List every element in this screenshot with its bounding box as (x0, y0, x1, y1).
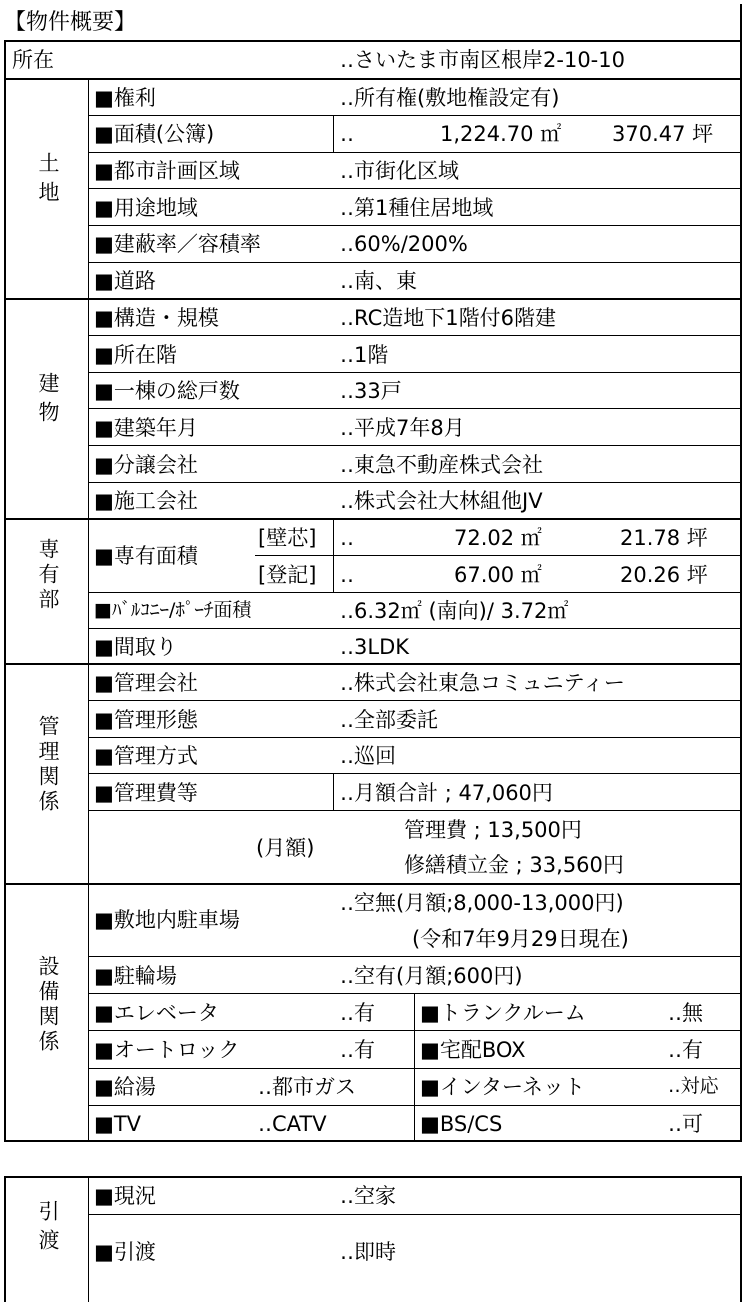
exclusive-wall-m2: 72.02 ㎡ (454, 526, 542, 550)
section-facilities-text: 設備関係 (36, 955, 60, 1055)
land-value-city-plan: ‥市街化区域 (340, 159, 460, 183)
building-label-units: ■一棟の総戸数 (94, 379, 240, 403)
exclusive-wall-prefix: ‥ (340, 526, 355, 550)
section-management-text: 管理関係 (36, 715, 60, 815)
land-value-rights: ‥所有権(敷地権設定有) (340, 86, 560, 110)
section-land (4, 152, 92, 221)
exclusive-registry-prefix: ‥ (340, 563, 355, 587)
land-label-road: ■道路 (94, 269, 156, 293)
fac-internet-value: ‥対応 (668, 1075, 719, 1097)
building-value-units: ‥33戸 (340, 379, 402, 403)
land-value-zoning: ‥第1種住居地域 (340, 196, 494, 220)
exclusive-registry-tsubo: 20.26 坪 (620, 563, 708, 587)
location-value: ‥さいたま市南区根岸2-10-10 (340, 48, 625, 72)
mgmt-label-form: ■管理形態 (94, 708, 198, 732)
section-handover-text: 引渡 (36, 1200, 60, 1258)
fac-bicycle-label: ■駐輪場 (94, 964, 177, 988)
land-area-prefix: ‥ (340, 122, 355, 146)
mgmt-fee: 管理費 ; 13,500円 (404, 818, 582, 842)
location-label: 所在 (12, 48, 54, 72)
mgmt-value-method: ‥巡回 (340, 744, 397, 768)
fac-autolock-value: ‥有 (340, 1038, 376, 1062)
fac-delivery-value: ‥有 (668, 1038, 704, 1062)
building-label-floor: ■所在階 (94, 343, 177, 367)
fac-parking-value1: ‥空無(月額;8,000-13,000円) (340, 891, 624, 915)
mgmt-label-company: ■管理会社 (94, 671, 198, 695)
section-management (4, 715, 92, 826)
land-value-ratio: ‥60%/200% (340, 232, 468, 256)
building-value-built: ‥平成7年8月 (340, 416, 465, 440)
fac-delivery-label: ■宅配BOX (420, 1038, 526, 1062)
page-title: 【物件概要】 (4, 10, 137, 35)
fac-elevator-label: ■エレベータ (94, 1001, 219, 1025)
building-label-structure: ■構造・規模 (94, 306, 219, 330)
mgmt-value-fees: ‥月額合計 ; 47,060円 (340, 781, 553, 805)
fac-autolock-label: ■オートロック (94, 1038, 240, 1062)
section-building (4, 372, 92, 441)
exclusive-balcony-label: ■ﾊﾞﾙｺﾆｰ/ﾎﾟｰﾁ面積 (94, 599, 252, 621)
fac-bscs-label: ■BS/CS (420, 1112, 503, 1136)
fac-hotwater-value: ‥都市ガス (258, 1075, 357, 1099)
section-exclusive (4, 538, 92, 624)
exclusive-layout-value: ‥3LDK (340, 635, 410, 659)
land-label-rights: ■権利 (94, 86, 156, 110)
land-area-tsubo: 370.47 坪 (612, 122, 714, 146)
building-value-floor: ‥1階 (340, 343, 389, 367)
fac-hotwater-label: ■給湯 (94, 1075, 156, 1099)
mgmt-monthly-label: (月額) (256, 836, 315, 860)
exclusive-layout-label: ■間取り (94, 635, 177, 659)
mgmt-value-company: ‥株式会社東急コミュニティー (340, 671, 625, 695)
building-value-structure: ‥RC造地下1階付6階建 (340, 306, 556, 330)
building-value-constructor: ‥株式会社大林組他JV (340, 489, 543, 513)
fac-trunk-value: ‥無 (668, 1001, 704, 1025)
fac-bscs-value: ‥可 (668, 1112, 704, 1136)
handover-label-status: ■現況 (94, 1184, 156, 1208)
exclusive-registry-label: [登記] (258, 563, 317, 587)
fac-tv-value: ‥CATV (258, 1112, 327, 1136)
land-label-city-plan: ■都市計画区域 (94, 159, 240, 183)
exclusive-wall-tsubo: 21.78 坪 (620, 526, 708, 550)
section-facilities (4, 955, 92, 1066)
exclusive-balcony-value: ‥6.32㎡ (南向)/ 3.72㎡ (340, 599, 569, 623)
handover-label-timing: ■引渡 (94, 1240, 156, 1264)
section-handover (4, 1200, 92, 1269)
section-building-text: 建物 (36, 372, 60, 430)
building-label-built: ■建築年月 (94, 416, 198, 440)
mgmt-label-method: ■管理方式 (94, 744, 198, 768)
land-label-zoning: ■用途地域 (94, 196, 198, 220)
building-label-seller: ■分譲会社 (94, 453, 198, 477)
handover-value-timing: ‥即時 (340, 1240, 397, 1264)
exclusive-registry-m2: 67.00 ㎡ (454, 563, 542, 587)
mgmt-reserve: 修繕積立金 ; 33,560円 (404, 853, 624, 877)
exclusive-area-label: ■専有面積 (94, 544, 198, 568)
fac-parking-label: ■敷地内駐車場 (94, 908, 240, 932)
land-label-area: ■面積(公簿) (94, 122, 215, 146)
building-label-constructor: ■施工会社 (94, 489, 198, 513)
fac-trunk-label: ■トランクルーム (420, 1001, 586, 1025)
land-area-m2: 1,224.70 ㎡ (440, 122, 562, 146)
exclusive-wall-label: [壁芯] (258, 526, 317, 550)
section-land-text: 土地 (36, 152, 60, 210)
land-value-road: ‥南、東 (340, 269, 418, 293)
fac-parking-value2: (令和7年9月29日現在) (412, 927, 629, 951)
mgmt-label-fees: ■管理費等 (94, 781, 198, 805)
fac-elevator-value: ‥有 (340, 1001, 376, 1025)
land-label-ratio: ■建蔽率／容積率 (94, 232, 261, 256)
section-exclusive-text: 専有部 (36, 538, 60, 613)
handover-value-status: ‥空家 (340, 1184, 397, 1208)
mgmt-value-form: ‥全部委託 (340, 708, 439, 732)
fac-tv-label: ■TV (94, 1112, 142, 1136)
fac-bicycle-value: ‥空有(月額;600円) (340, 964, 523, 988)
fac-internet-label: ■インターネット (420, 1075, 585, 1099)
building-value-seller: ‥東急不動産株式会社 (340, 453, 544, 477)
